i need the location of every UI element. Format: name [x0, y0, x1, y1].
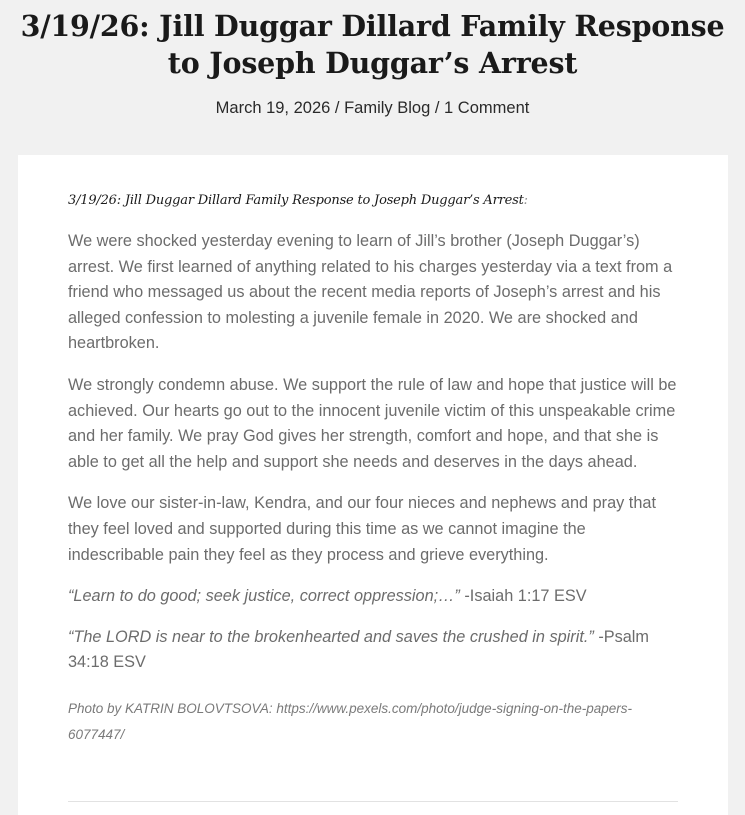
scripture-quote: [68, 584, 678, 610]
meta-separator: /: [430, 99, 445, 117]
article-card: [18, 155, 728, 815]
paragraph: We strongly condemn abuse. We support the rule of law and hope that justice will be achieved. Our hearts go out to the innocent juvenile victim of this unspeakable crime and her family. We pray God gives her strength, comfort and hope, and that she is able to get all the help and support she needs and deserves in the days ahead.: [68, 375, 677, 471]
photo-credit: Photo by KATRIN BOLOVTSOVA: https://www.pexels.com/photo/judge-signing-on-the-papers-6077447/: [68, 700, 633, 742]
quote-text: “Learn to do good; seek justice, correct oppression;…”: [68, 587, 460, 606]
paragraph: We love our sister-in-law, Kendra, and our four nieces and nephews and pray that they feel loved and supported during this time as we cannot imagine the indescribable pain they feel as they process and grieve everything.: [68, 494, 656, 564]
page-title: 3/19/26: Jill Duggar Dillard Family Response to Joseph Duggar’s Arrest: [20, 9, 725, 80]
comments-link[interactable]: 1 Comment: [444, 99, 530, 117]
post-date: March 19, 2026: [215, 99, 331, 117]
intro-colon: :: [523, 193, 528, 208]
scripture-quote: [68, 625, 678, 676]
quote-reference: -Psalm 34:18 ESV: [68, 627, 649, 672]
paragraph: We were shocked yesterday evening to learn of Jill’s brother (Joseph Duggar’s) arrest. We first learned of anything related to his charges yesterday via a text from a friend who messaged us about the recent media reports of Joseph’s arrest and his alleged confession to molesting a juvenile female in 2020. We are shocked and heartbroken.: [68, 232, 673, 353]
intro-italic-title: 3/19/26: Jill Duggar Dillard Family Response to Joseph Duggar’s Arrest: [68, 193, 524, 208]
post-meta: [0, 98, 745, 118]
quote-text: “The LORD is near to the brokenhearted and saves the crushed in spirit.”: [68, 627, 594, 646]
post-header: [0, 0, 745, 118]
category-link[interactable]: Family Blog: [344, 99, 431, 117]
quote-reference: -Isaiah 1:17 ESV: [459, 587, 587, 606]
article-content: [18, 155, 728, 747]
meta-separator: /: [330, 99, 345, 117]
article-intro: [68, 191, 678, 211]
divider: [68, 801, 678, 802]
